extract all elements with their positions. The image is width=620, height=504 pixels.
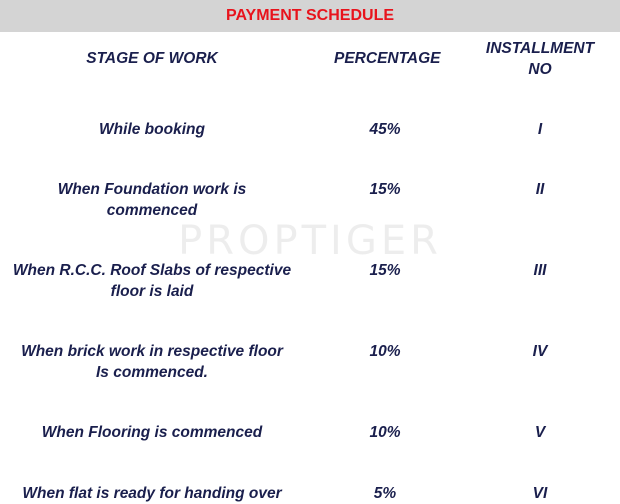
table-row-4-installment: IV [532, 343, 548, 360]
table-row-3-percentage: 15% [369, 262, 401, 279]
page-title: PAYMENT SCHEDULE [225, 7, 395, 24]
stage-line2: Is commenced. [96, 364, 208, 381]
header-stage [0, 48, 304, 69]
stage-line2: floor is laid [110, 283, 194, 300]
table-row-2-stage [0, 179, 304, 221]
table-row-3-stage [0, 260, 304, 302]
stage-line1: While booking [99, 121, 205, 138]
table-row-5-stage [0, 422, 304, 443]
header-installment-line1: INSTALLMENT [485, 40, 595, 57]
header-installment [468, 38, 612, 80]
table-row-5-percentage: 10% [369, 424, 401, 441]
table-row-3-installment: III [533, 262, 547, 279]
stage-line1: When R.C.C. Roof Slabs of respective [12, 262, 292, 279]
stage-line1: When flat is ready for handing over [22, 485, 282, 502]
header-stage-label: STAGE OF WORK [86, 50, 218, 67]
table-row-1-stage [0, 119, 304, 140]
header-percentage [334, 48, 441, 69]
table-row-4-percentage: 10% [369, 343, 401, 360]
stage-line2: commenced [106, 202, 198, 219]
table-row-4-stage [0, 341, 304, 383]
stage-line1: When brick work in respective floor [21, 343, 283, 360]
table-row-6-stage [0, 483, 304, 504]
table-row-2-percentage: 15% [369, 181, 401, 198]
table-row-6-installment: VI [532, 485, 548, 502]
table-row-1-installment: I [537, 121, 543, 138]
header-percentage-label: PERCENTAGE [334, 50, 441, 67]
table-row-2-installment: II [535, 181, 545, 198]
watermark: PROPTIGER [178, 218, 442, 264]
title-bar [0, 0, 620, 32]
stage-line1: When Foundation work is [57, 181, 247, 198]
header-installment-line2: NO [528, 61, 552, 78]
table-row-6-percentage: 5% [373, 485, 397, 502]
stage-line1: When Flooring is commenced [41, 424, 263, 441]
table-row-1-percentage: 45% [369, 121, 401, 138]
table-row-5-installment: V [534, 424, 546, 441]
